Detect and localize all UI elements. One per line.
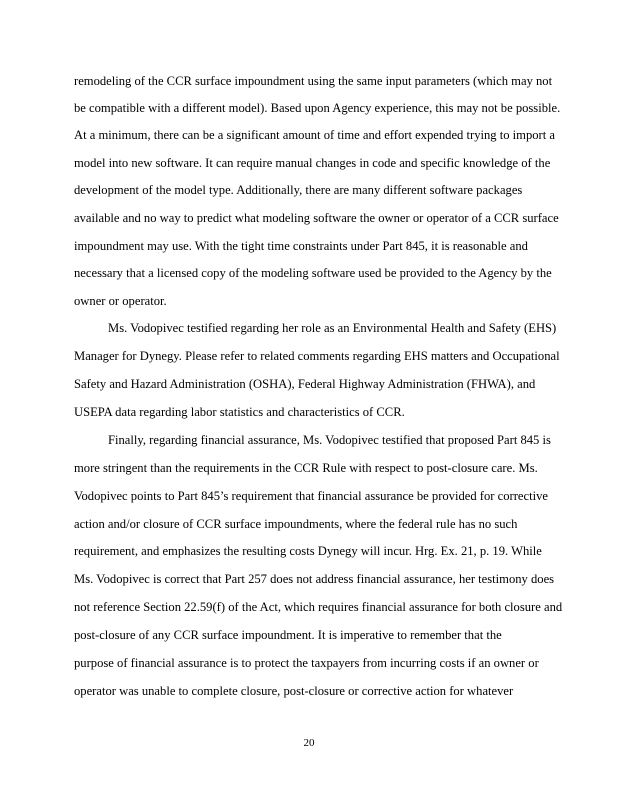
page-number: 20 (303, 737, 315, 749)
body-line: not reference Section 22.59(f) of the Act, which requires financial assurance for both closure and (74, 600, 563, 614)
body-line: impoundment may use. With the tight time constraints under Part 845, it is reasonable and (74, 239, 528, 253)
body-line: action and/or closure of CCR surface impoundments, where the federal rule has no such (74, 517, 518, 531)
body-line: owner or operator. (74, 294, 167, 308)
body-line: purpose of financial assurance is to protect the taxpayers from incurring costs if an owner or (74, 656, 539, 670)
body-line: necessary that a licensed copy of the modeling software used be provided to the Agency by the (74, 266, 552, 280)
body-line: remodeling of the CCR surface impoundment using the same input parameters (which may not (74, 74, 553, 88)
body-line: available and no way to predict what modeling software the owner or operator of a CCR surface (74, 211, 559, 225)
body-line: post-closure of any CCR surface impoundment. It is imperative to remember that the (74, 628, 502, 642)
body-line: development of the model type. Additionally, there are many different software packages (74, 183, 523, 197)
body-line: USEPA data regarding labor statistics and characteristics of CCR. (74, 405, 405, 419)
body-line: At a minimum, there can be a significant amount of time and effort expended trying to import a (74, 128, 555, 142)
body-line: be compatible with a different model). Based upon Agency experience, this may not be possible. (74, 101, 561, 115)
body-line: Manager for Dynegy. Please refer to related comments regarding EHS matters and Occupational (74, 349, 560, 363)
body-line: operator was unable to complete closure, post-closure or corrective action for whatever (74, 684, 514, 698)
body-line: requirement, and emphasizes the resulting costs Dynegy will incur. Hrg. Ex. 21, p. 19. While (74, 544, 542, 558)
paragraph-first-line: Ms. Vodopivec testified regarding her role as an Environmental Health and Safety (EHS) (108, 321, 557, 335)
body-line: more stringent than the requirements in the CCR Rule with respect to post-closure care. Ms. (74, 461, 538, 475)
body-line: Vodopivec points to Part 845’s requirement that financial assurance be provided for corrective (74, 489, 548, 503)
body-line: model into new software. It can require manual changes in code and specific knowledge of the (74, 156, 551, 170)
paragraph-first-line: Finally, regarding financial assurance, Ms. Vodopivec testified that proposed Part 845 is (108, 433, 551, 447)
body-line: Ms. Vodopivec is correct that Part 257 does not address financial assurance, her testimony does (74, 572, 555, 586)
body-line: Safety and Hazard Administration (OSHA), Federal Highway Administration (FHWA), and (74, 377, 536, 391)
